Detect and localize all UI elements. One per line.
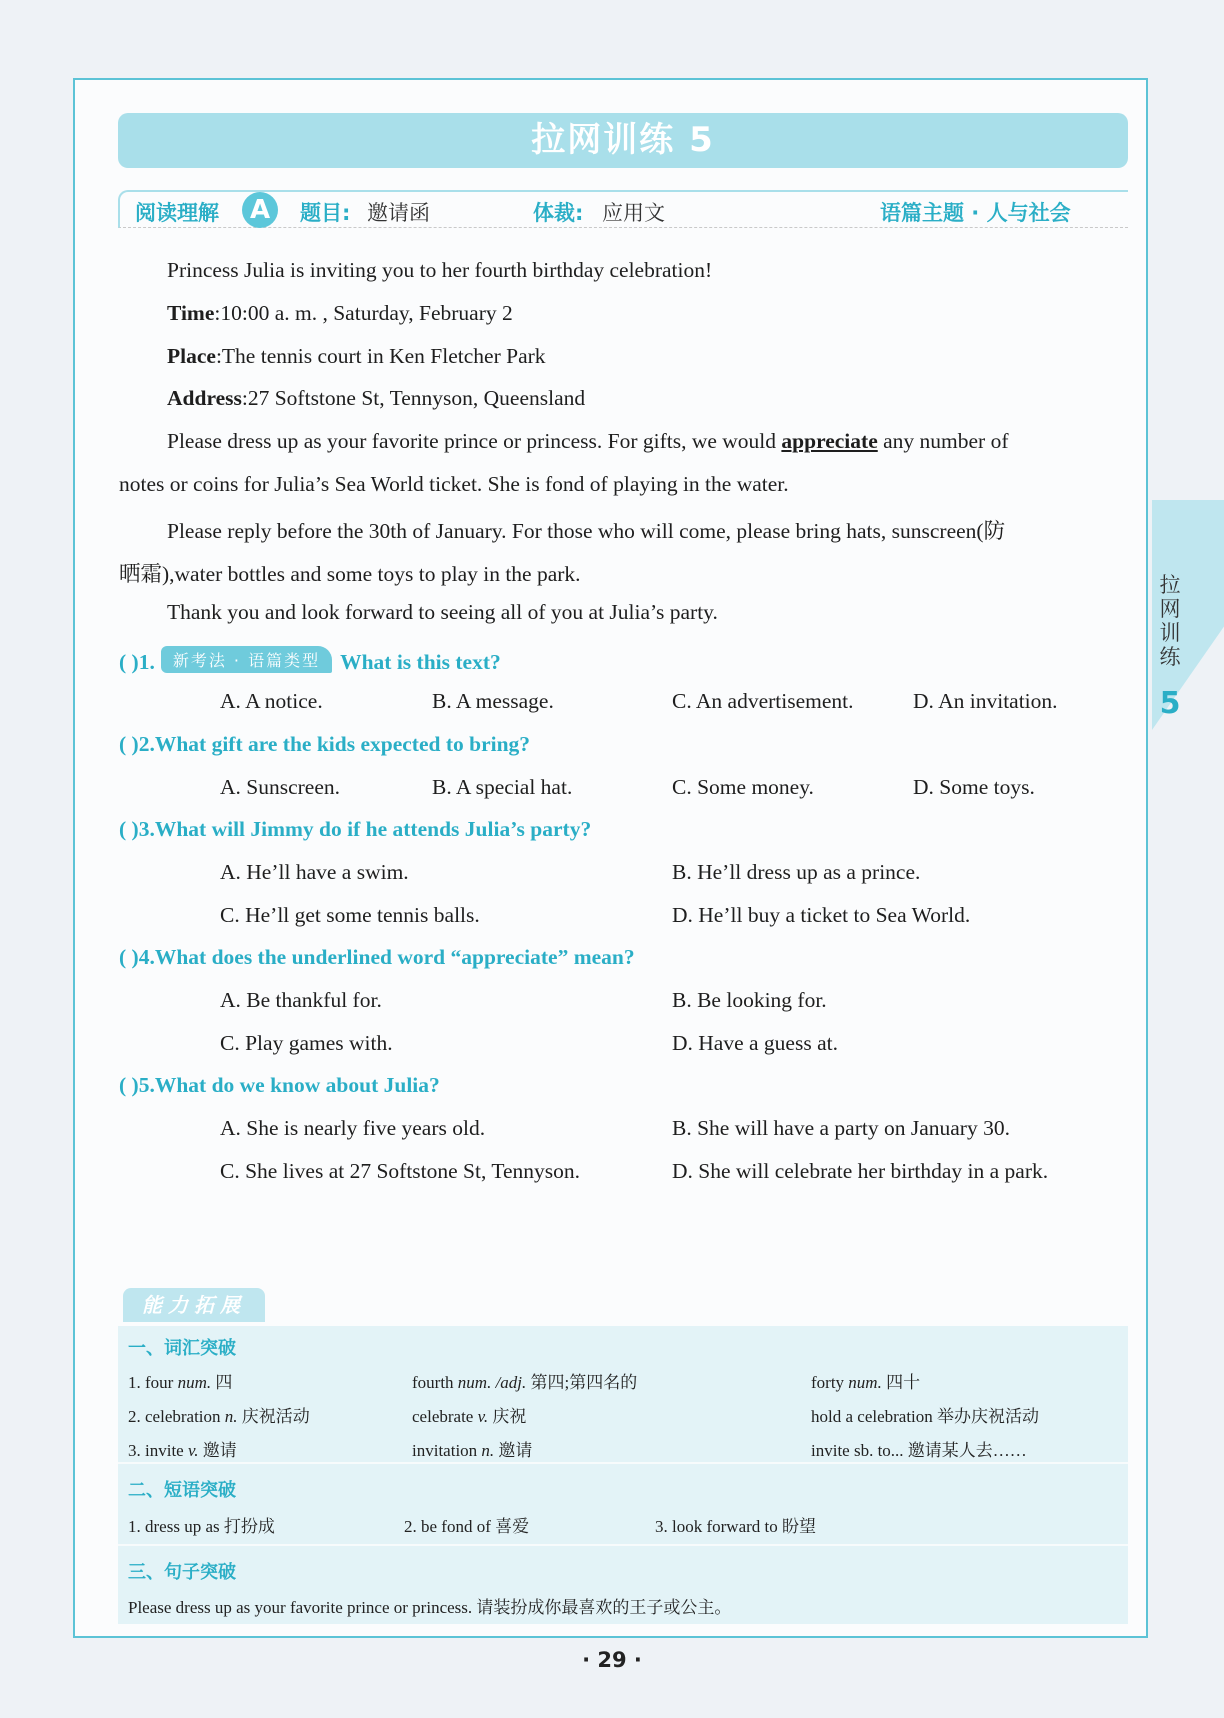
answer-bracket[interactable]: ( ) [119, 817, 139, 841]
passage-para-3: Thank you and look forward to seeing all of you at Julia’s party. [167, 600, 718, 624]
option-2c[interactable]: C. Some money. [672, 775, 814, 799]
place-label: Place [167, 344, 216, 368]
side-tab-number: 5 [1159, 686, 1181, 721]
extension-divider [118, 1462, 1128, 1464]
page-title: 拉网训练 5 [118, 113, 1128, 168]
vocab-row-3a: 3. invite v. 邀请 [128, 1441, 237, 1460]
extension-box [118, 1326, 1128, 1624]
option-4c[interactable]: C. Play games with. [220, 1031, 393, 1055]
topic-label: 题目: [300, 201, 351, 225]
question-number: 5. [138, 1073, 155, 1097]
answer-bracket[interactable]: ( ) [119, 1073, 139, 1097]
question-2 [119, 732, 530, 757]
phrase-3: 3. look forward to 盼望 [655, 1517, 817, 1536]
option-5a[interactable]: A. She is nearly five years old. [220, 1116, 486, 1140]
section-label: 阅读理解 [135, 201, 219, 225]
vocab-heading: 一、词汇突破 [128, 1338, 236, 1359]
option-1d[interactable]: D. An invitation. [913, 689, 1058, 713]
option-1b[interactable]: B. A message. [432, 689, 554, 713]
topic-value: 邀请函 [367, 201, 430, 225]
option-2b[interactable]: B. A special hat. [432, 775, 573, 799]
genre-value: 应用文 [602, 201, 665, 225]
vocab-row-1c: forty num. 四十 [811, 1373, 921, 1392]
vocab-row-3c: invite sb. to... 邀请某人去…… [811, 1441, 1027, 1460]
section-letter-badge: A [242, 192, 278, 228]
answer-bracket[interactable]: ( ) [119, 650, 139, 674]
vocab-row-2a: 2. celebration n. 庆祝活动 [128, 1407, 310, 1426]
option-5c[interactable]: C. She lives at 27 Softstone St, Tennyson. [220, 1159, 581, 1183]
question-number: 3. [138, 817, 155, 841]
question-number: 4. [138, 945, 155, 969]
theme-label: 语篇主题 · 人与社会 [880, 201, 1071, 225]
phrase-2: 2. be fond of 喜爱 [404, 1517, 530, 1536]
para-1-text-a: Please dress up as your favorite prince or princess. For gifts, we would [167, 429, 782, 453]
extension-divider [118, 1544, 1128, 1546]
question-text: What do we know about Julia? [154, 1073, 440, 1097]
option-5d[interactable]: D. She will celebrate her birthday in a park. [672, 1159, 1049, 1183]
passage-para-2-line-1: Please reply before the 30th of January. For those who will come, please bring hats, sunscreen(防 [167, 519, 1006, 543]
question-text: What will Jimmy do if he attends Julia’s party? [154, 817, 592, 841]
vocab-row-2b: celebrate v. 庆祝 [412, 1407, 527, 1426]
option-3d[interactable]: D. He’ll buy a ticket to Sea World. [672, 903, 971, 927]
passage-place [167, 344, 546, 369]
option-4a[interactable]: A. Be thankful for. [220, 988, 382, 1012]
option-2a[interactable]: A. Sunscreen. [220, 775, 341, 799]
option-1a[interactable]: A. A notice. [220, 689, 323, 713]
option-2d[interactable]: D. Some toys. [913, 775, 1035, 799]
option-4d[interactable]: D. Have a guess at. [672, 1031, 838, 1055]
option-5b[interactable]: B. She will have a party on January 30. [672, 1116, 1010, 1140]
meta-bar [118, 190, 1128, 228]
passage-address [167, 386, 585, 411]
address-label: Address [167, 386, 242, 410]
side-tab-text: 拉网训练 [1159, 573, 1181, 669]
underlined-word: appreciate [781, 429, 878, 453]
question-text: What does the underlined word “appreciate” mean? [154, 945, 635, 969]
question-number: 2. [138, 732, 155, 756]
new-exam-tag: 新考法 · 语篇类型 [161, 646, 332, 673]
page-number: · 29 · [582, 1648, 642, 1672]
question-number: 1. [138, 650, 155, 674]
vocab-row-3b: invitation n. 邀请 [412, 1441, 533, 1460]
question-5 [119, 1073, 440, 1098]
answer-bracket[interactable]: ( ) [119, 732, 139, 756]
time-value: :10:00 a. m. , Saturday, February 2 [214, 301, 513, 325]
time-label: Time [167, 301, 215, 325]
passage-time [167, 301, 513, 326]
passage-line-1: Princess Julia is inviting you to her fourth birthday celebration! [167, 258, 713, 282]
option-3a[interactable]: A. He’ll have a swim. [220, 860, 409, 884]
option-4b[interactable]: B. Be looking for. [672, 988, 827, 1012]
question-text: What is this text? [340, 650, 501, 674]
question-4 [119, 945, 635, 970]
passage-para-1-line-2: notes or coins for Julia’s Sea World ticket. She is fond of playing in the water. [119, 472, 789, 496]
option-1c[interactable]: C. An advertisement. [672, 689, 854, 713]
question-3 [119, 817, 591, 842]
question-1 [119, 646, 501, 675]
place-value: :The tennis court in Ken Fletcher Park [215, 344, 546, 368]
para-1-text-b: any number of [877, 429, 1009, 453]
sentence-heading: 三、句子突破 [128, 1562, 236, 1583]
option-3b[interactable]: B. He’ll dress up as a prince. [672, 860, 921, 884]
vocab-row-2c: hold a celebration 举办庆祝活动 [811, 1407, 1040, 1426]
phrase-1: 1. dress up as 打扮成 [128, 1517, 275, 1536]
phrase-heading: 二、短语突破 [128, 1480, 236, 1501]
vocab-row-1a: 1. four num. 四 [128, 1373, 233, 1392]
extension-tab: 能力拓展 [123, 1288, 265, 1322]
address-value: :27 Softstone St, Tennyson, Queensland [241, 386, 586, 410]
sentence-text: Please dress up as your favorite prince or princess. 请装扮成你最喜欢的王子或公主。 [128, 1598, 732, 1617]
passage-para-1-line-1 [167, 429, 1009, 454]
option-3c[interactable]: C. He’ll get some tennis balls. [220, 903, 480, 927]
answer-bracket[interactable]: ( ) [119, 945, 139, 969]
vocab-row-1b: fourth num. /adj. 第四;第四名的 [412, 1373, 638, 1392]
passage-para-2-line-2: 晒霜),water bottles and some toys to play in the park. [119, 562, 581, 586]
genre-label: 体裁: [533, 201, 584, 225]
question-text: What gift are the kids expected to bring? [154, 732, 531, 756]
